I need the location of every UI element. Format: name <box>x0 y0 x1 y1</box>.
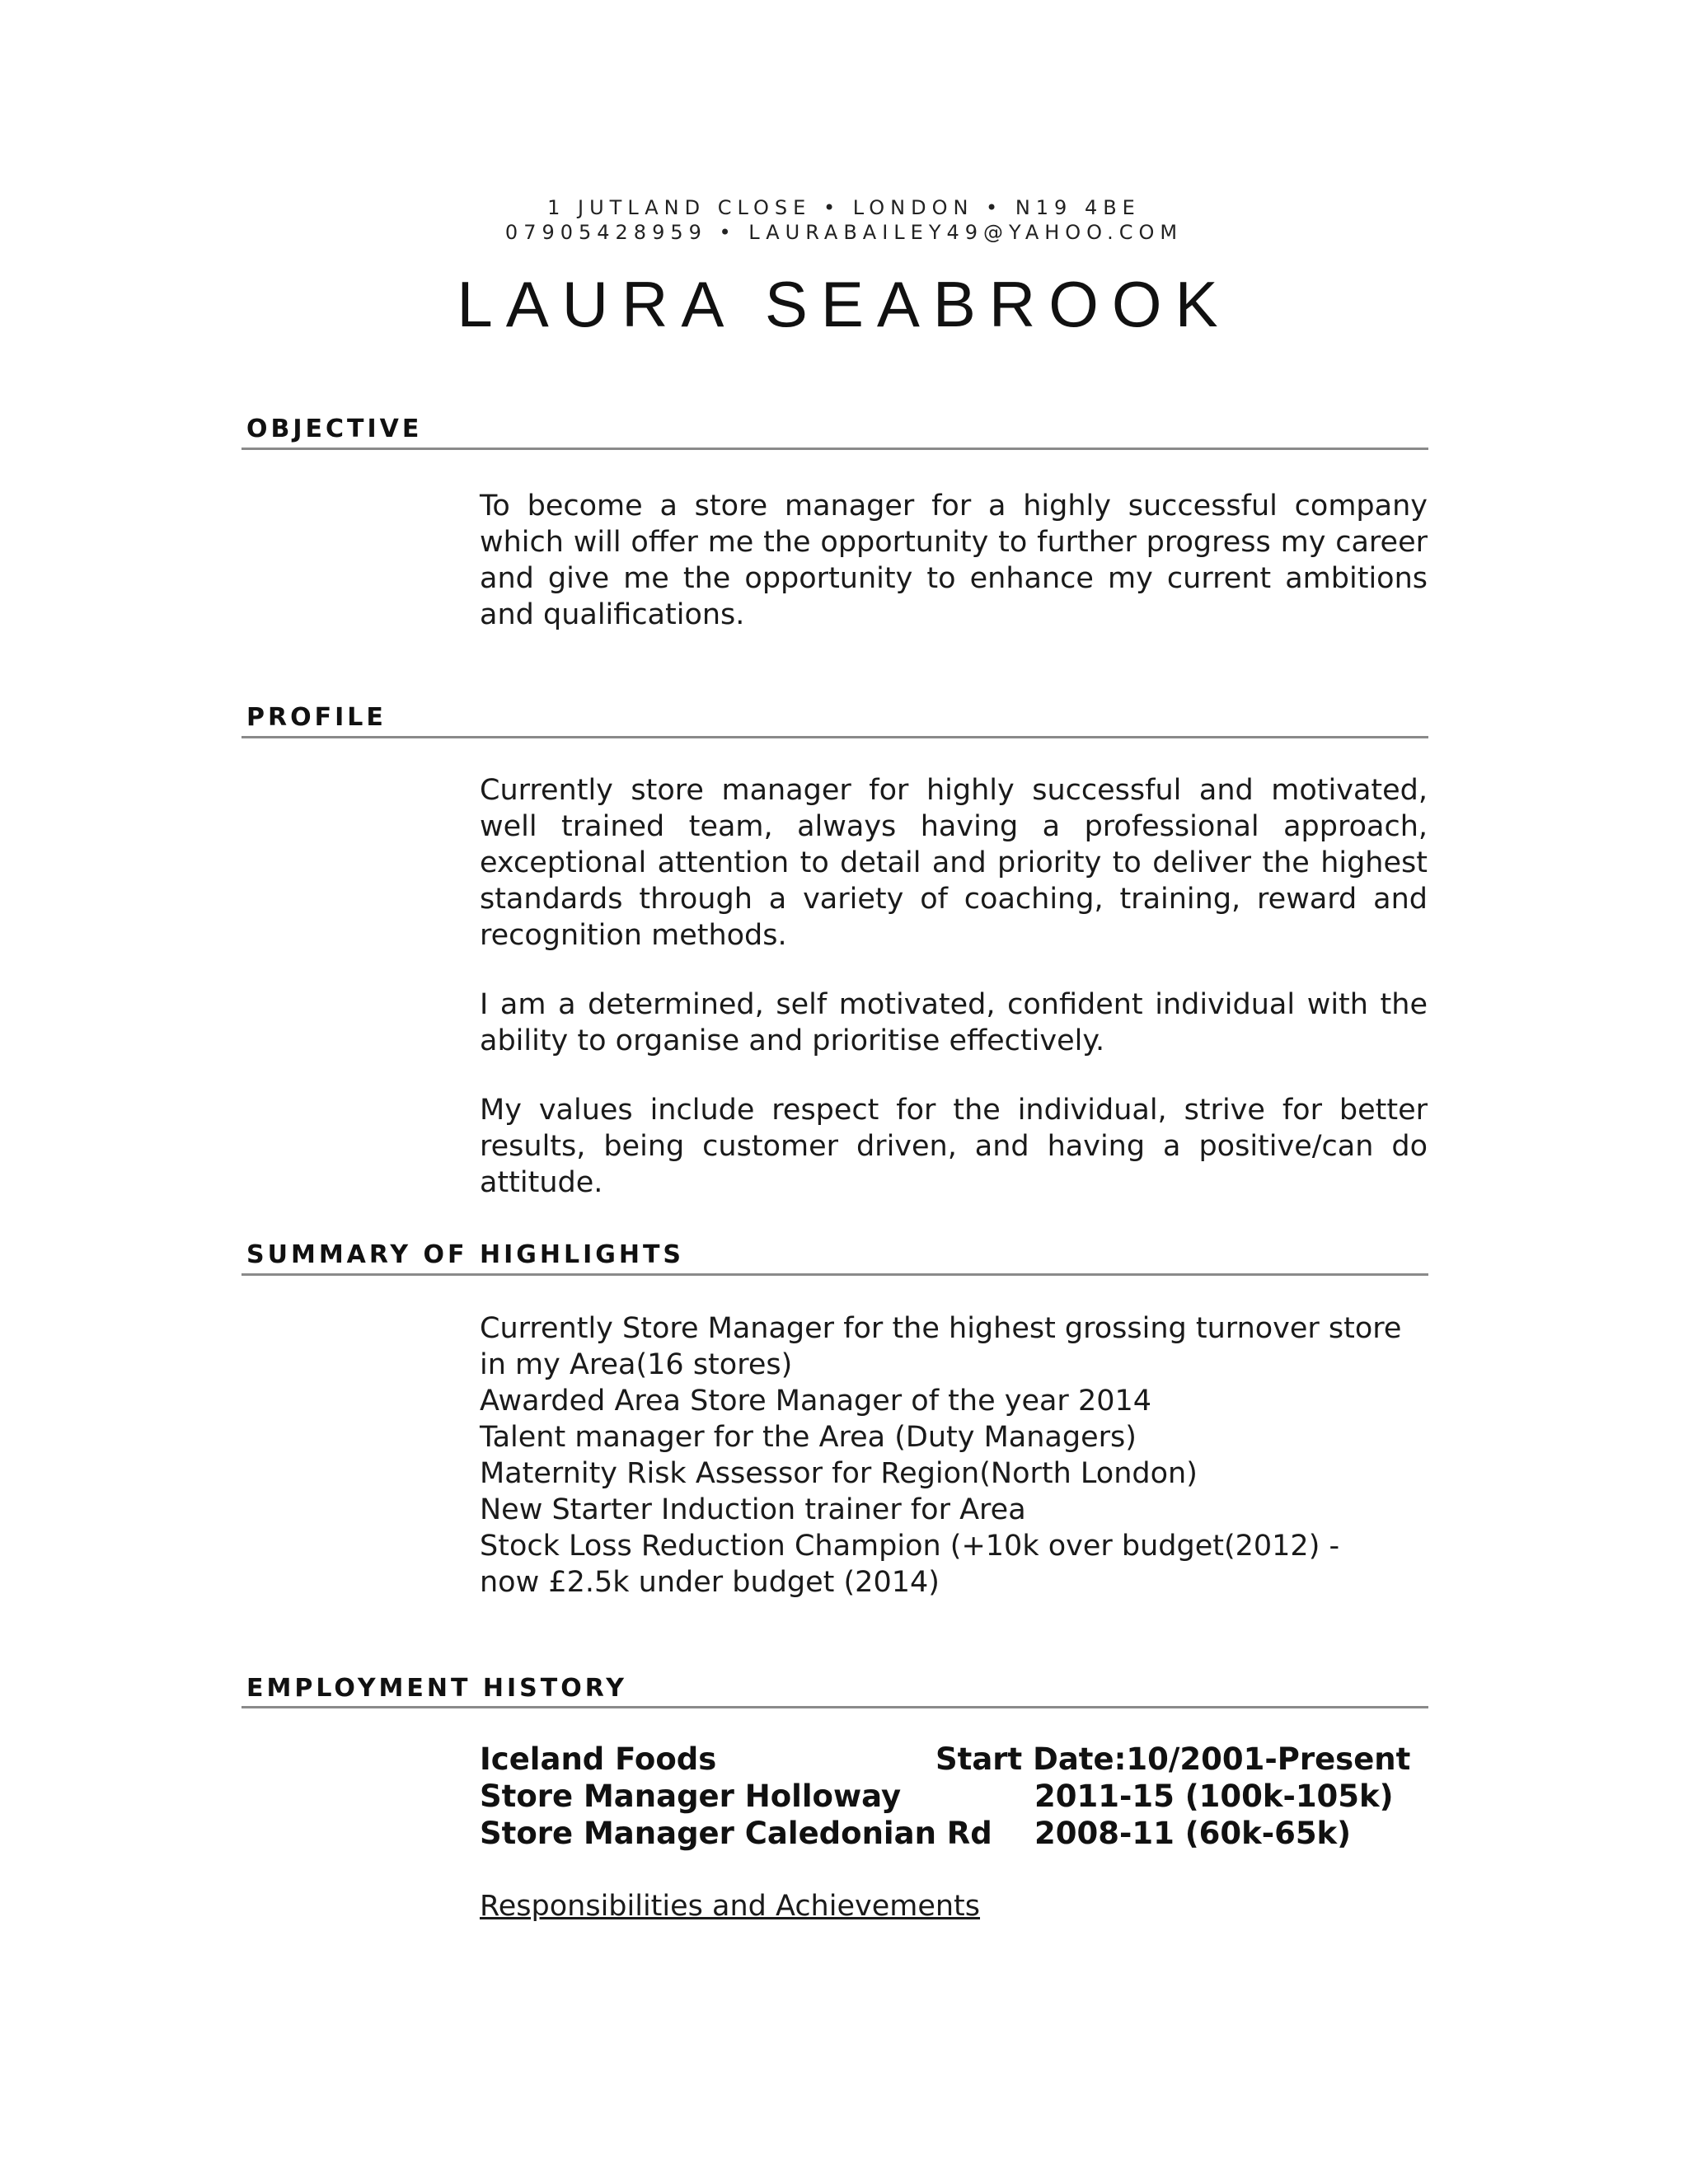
section-title: SUMMARY OF HIGHLIGHTS <box>246 1240 685 1269</box>
job-period: 2011-15 (100k-105k) <box>1034 1779 1394 1814</box>
profile-text <box>480 772 1428 1234</box>
highlight-line: Stock Loss Reduction Champion (+10k over budget(2012) - <box>480 1530 1340 1563</box>
employment-row <box>480 1778 1428 1815</box>
employment-table <box>480 1741 1428 1852</box>
job-title: Store Manager Caledonian Rd <box>480 1816 992 1851</box>
objective-heading <box>241 417 1428 442</box>
candidate-name: LAURA SEABROOK <box>457 268 1231 340</box>
highlight-line: Currently Store Manager for the highest grossing turnover store <box>480 1312 1402 1345</box>
job-period: 2008-11 (60k-65k) <box>1034 1816 1352 1851</box>
responsibilities-heading: Responsibilities and Achievements <box>480 1890 981 1923</box>
objective-text <box>480 488 1428 666</box>
highlight-line: Awarded Area Store Manager of the year 2014 <box>480 1385 1152 1418</box>
employment-heading <box>241 1676 1428 1701</box>
job-title: Store Manager Holloway <box>480 1779 902 1814</box>
highlight-line: in my Area(16 stores) <box>480 1348 793 1381</box>
address-line: 1 JUTLAND CLOSE • LONDON • N19 4BE <box>547 196 1141 219</box>
section-title: PROFILE <box>246 703 387 732</box>
profile-paragraph: Currently store manager for highly successful and motivated, well trained team, always having a professional approach, exceptional attention to detail and priority to deliver the highest standards through a variety of coaching, training, reward and recognition methods. <box>480 774 1428 952</box>
employer-name: Iceland Foods <box>480 1741 717 1777</box>
employment-row <box>480 1741 1428 1778</box>
objective-paragraph: To become a store manager for a highly successful company which will offer me the opportunity to further progress my career and give me the opportunity to enhance my current ambitions and qualifications. <box>480 490 1428 631</box>
profile-paragraph: My values include respect for the individual, strive for better results, being customer driven, and having a positive/can do attitude. <box>480 1094 1428 1199</box>
contact-line: 07905428959 • LAURABAILEY49@YAHOO.COM <box>504 221 1184 244</box>
highlight-line: Maternity Risk Assessor for Region(North London) <box>480 1457 1198 1490</box>
section-divider <box>241 448 1428 450</box>
section-title: EMPLOYMENT HISTORY <box>246 1674 627 1703</box>
highlights-list <box>480 1310 1428 1601</box>
profile-paragraph: I am a determined, self motivated, confident individual with the ability to organise and prioritise effectively. <box>480 988 1428 1057</box>
highlight-line: now £2.5k under budget (2014) <box>480 1566 940 1599</box>
highlight-line: New Starter Induction trainer for Area <box>480 1493 1026 1526</box>
section-divider <box>241 1706 1428 1708</box>
profile-heading <box>241 705 1428 730</box>
section-divider <box>241 736 1428 738</box>
employment-row <box>480 1815 1428 1852</box>
highlight-line: Talent manager for the Area (Duty Managers) <box>480 1421 1137 1454</box>
section-title: OBJECTIVE <box>246 415 423 443</box>
section-divider <box>241 1273 1428 1276</box>
highlights-heading <box>241 1240 1428 1269</box>
start-date: Start Date:10/2001-Present <box>935 1741 1411 1777</box>
